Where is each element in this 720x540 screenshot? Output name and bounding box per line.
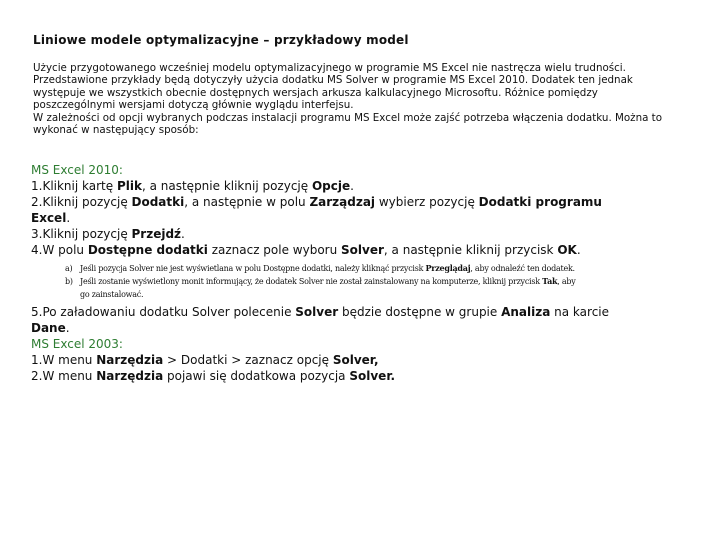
note-text: Jeśli pozycja Solver nie jest wyświetlana w polu Dostępne dodatki, należy kliknąć przycisk [80, 264, 426, 273]
excel-2010-step-2-cont [31, 210, 691, 226]
step-keyword: Opcje [311, 179, 351, 193]
intro-paragraph-1: Użycie przygotowanego wcześniej modelu optymalizacyjnego w programie MS Excel nie nastręcza wielu trudności. [33, 62, 626, 74]
note-marker: b) [65, 277, 73, 286]
instructions [31, 162, 691, 384]
intro-text [33, 62, 673, 136]
step-keyword: Solver, [332, 353, 379, 367]
step-keyword: Solver [295, 305, 339, 319]
step-text: 5.Po załadowaniu dodatku Solver polecenie [31, 305, 296, 319]
excel-2010-step-3 [31, 226, 691, 242]
excel-2003-step-2 [31, 368, 691, 384]
step-keyword: Narzędzia [96, 353, 164, 367]
step-keyword: Solver [341, 243, 384, 257]
excel-2010-step-2 [31, 194, 691, 210]
excel-2010-step-5-cont [31, 320, 691, 336]
step-keyword: Dane [31, 321, 66, 335]
note-item [65, 262, 691, 275]
solver-notes [65, 262, 691, 301]
note-text: Jeśli zostanie wyświetlony monit informujący, że dodatek Solver nie został zainstalowany na komputerze, kliknij przycisk [80, 277, 543, 286]
excel-2003-heading: MS Excel 2003: [31, 337, 123, 351]
step-keyword: Solver. [349, 369, 396, 383]
step-keyword: Plik [116, 179, 142, 193]
step-text: . [66, 211, 71, 225]
excel-2010-step-1 [31, 178, 691, 194]
step-keyword: Zarządzaj [309, 195, 376, 209]
step-keyword: Dodatki programu [478, 195, 602, 209]
step-text: zaznacz pole wyboru [207, 243, 342, 257]
step-text: 1.Kliknij kartę [31, 179, 117, 193]
step-text: , a następnie kliknij przycisk [383, 243, 558, 257]
step-text: 2.Kliknij pozycję [31, 195, 132, 209]
step-text: 2.W menu [31, 369, 97, 383]
excel-2010-step-4 [31, 242, 691, 258]
step-text: na karcie [550, 305, 610, 319]
note-marker: a) [65, 264, 73, 273]
step-keyword: OK [557, 243, 577, 257]
note-item [65, 275, 691, 301]
step-text: . [576, 243, 581, 257]
step-text: wybierz pozycję [375, 195, 479, 209]
note-text: , aby odnaleźć ten dodatek. [470, 264, 575, 273]
intro-paragraph-3: W zależności od opcji wybranych podczas instalacji programu MS Excel może zajść potrzeba włączenia dodatku. Można to wykonać w następujący sposób: [33, 111, 663, 137]
note-text: go zainstalować. [80, 290, 144, 299]
excel-2010-step-5 [31, 304, 691, 320]
step-keyword: Analiza [501, 305, 551, 319]
intro-paragraph-2: Przedstawione przykłady będą dotyczyły użycia dodatku MS Solver w programie MS Excel 2010. Dodatek ten jednak występuje we wszystkich obecnie dostępnych wersjach arkusza kalkulacyjnego Microsoftu. Różnice pomiędzy poszczególnymi wersjami dotyczą głównie wyglądu interfejsu. [33, 74, 633, 112]
note-keyword: Tak [542, 276, 558, 286]
excel-2010-heading: MS Excel 2010: [31, 163, 123, 177]
step-text: > Dodatki > zaznacz opcję [163, 353, 333, 367]
step-text: . [350, 179, 354, 193]
note-keyword: Przeglądaj [425, 263, 471, 273]
step-text: , a następnie w polu [184, 195, 310, 209]
step-keyword: Przejdź [131, 227, 182, 241]
step-text: 4.W polu [31, 243, 88, 257]
step-keyword: Dodatki [131, 195, 185, 209]
step-keyword: Excel [31, 211, 67, 225]
step-text: 1.W menu [31, 353, 97, 367]
page-title: Liniowe modele optymalizacyjne – przykładowy model [33, 33, 409, 47]
step-text: . [181, 227, 185, 241]
note-text: , aby [557, 277, 576, 286]
step-text: pojawi się dodatkowa pozycja [163, 369, 350, 383]
step-text: będzie dostępne w grupie [338, 305, 502, 319]
excel-2003-step-1 [31, 352, 691, 368]
step-text: , a następnie kliknij pozycję [141, 179, 312, 193]
step-text: 3.Kliknij pozycję [31, 227, 132, 241]
step-keyword: Narzędzia [96, 369, 164, 383]
step-text: . [65, 321, 70, 335]
step-keyword: Dostępne dodatki [87, 243, 208, 257]
